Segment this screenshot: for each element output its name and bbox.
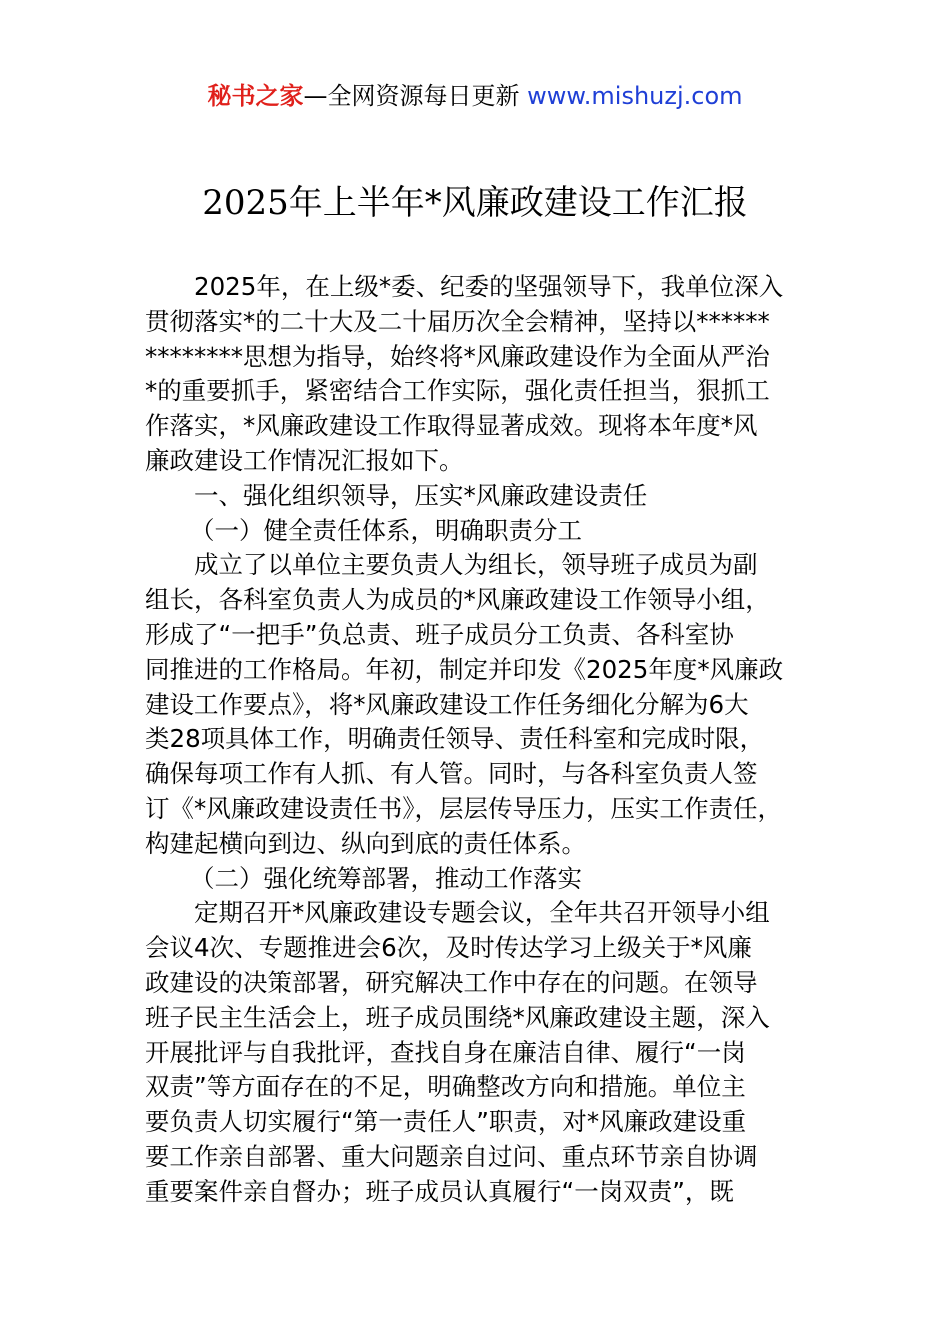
- body-line: 构建起横向到边、纵向到底的责任体系。: [145, 828, 586, 858]
- body-line: 双责”等方面存在的不足，明确整改方向和措施。单位主: [145, 1072, 746, 1102]
- body-line: 同推进的工作格局。年初，制定并印发《2025年度*风廉政: [145, 654, 784, 684]
- body-line: 类28项具体工作，明确责任领导、责任科室和完成时限，: [145, 724, 765, 754]
- body-line: 会议4次、专题推进会6次，及时传达学习上级关于*风廉: [145, 933, 752, 963]
- document-title: 2025年上半年*风廉政建设工作汇报: [202, 183, 748, 223]
- body-line: 2025年，在上级*委、纪委的坚强领导下，我单位深入: [194, 272, 784, 301]
- document-body: [145, 270, 825, 1210]
- body-line: ********思想为指导，始终将*风廉政建设作为全面从严治: [145, 341, 770, 371]
- body-line: 廉政建设工作情况汇报如下。: [145, 445, 464, 475]
- body-line: 订《*风廉政建设责任书》，层层传导压力，压实工作责任，: [145, 793, 782, 823]
- subsection-heading: （一）健全责任体系，明确职责分工: [190, 515, 582, 545]
- body-line: 贯彻落实*的二十大及二十届历次全会精神，坚持以******: [145, 306, 770, 336]
- body-line: 班子民主生活会上，班子成员围绕*风廉政建设主题，深入: [145, 1002, 770, 1032]
- body-line: 形成了“一把手”负总责、班子成员分工负责、各科室协: [145, 619, 734, 649]
- body-line: 重要案件亲自督办；班子成员认真履行“一岗双责”，既: [145, 1176, 734, 1206]
- body-line: 要工作亲自部署、重大问题亲自过问、重点环节亲自协调: [145, 1141, 758, 1171]
- body-line: 建设工作要点》，将*风廉政建设工作任务细化分解为6大: [145, 689, 749, 719]
- body-line: 成立了以单位主要负责人为组长，领导班子成员为副: [194, 550, 758, 580]
- body-line: *的重要抓手，紧密结合工作实际，强化责任担当，狠抓工: [145, 376, 770, 406]
- body-line: 政建设的决策部署，研究解决工作中存在的问题。在领导: [145, 967, 758, 997]
- body-line: 组长，各科室负责人为成员的*风廉政建设工作领导小组，: [145, 585, 770, 615]
- section-heading: 一、强化组织领导，压实*风廉政建设责任: [194, 480, 648, 510]
- body-line: 作落实，*风廉政建设工作取得显著成效。现将本年度*风: [145, 411, 758, 441]
- body-line: 要负责人切实履行“第一责任人”职责，对*风廉政建设重: [145, 1107, 747, 1137]
- site-url-link[interactable]: www.mishuzj.com: [527, 82, 743, 110]
- site-slogan: —全网资源每日更新: [303, 82, 520, 110]
- body-line: 开展批评与自我批评，查找自身在廉洁自律、履行“一岗: [145, 1037, 746, 1067]
- site-brand: 秘书之家: [207, 82, 304, 110]
- body-line: 定期召开*风廉政建设专题会议，全年共召开领导小组: [194, 898, 770, 928]
- body-line: 确保每项工作有人抓、有人管。同时，与各科室负责人签: [145, 759, 758, 789]
- site-header: [0, 80, 950, 112]
- subsection-heading: （二）强化统筹部署，推动工作落实: [190, 863, 582, 893]
